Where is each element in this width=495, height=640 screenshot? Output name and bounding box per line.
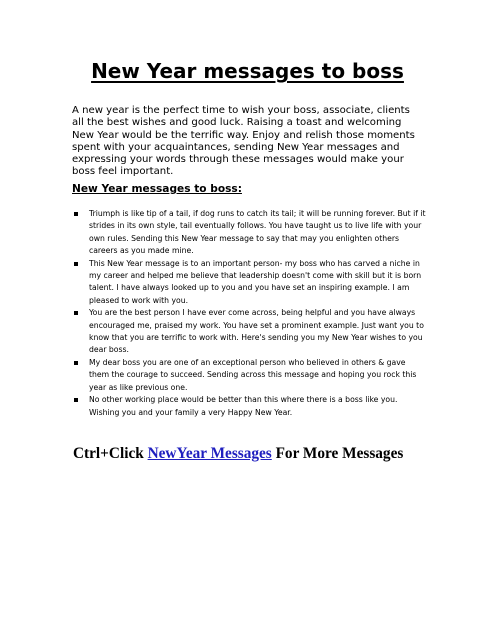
message-text: My dear boss you are one of an exceptional person who believed in others & gave them the courage to succeed. Sending across this message and hoping you rock this year as like previous one.: [89, 357, 417, 392]
message-text: Triumph is like tip of a tail, if dog runs to catch its tail; it will be running forever. But if it strides in its own style, tail eventually follows. You have taught us to live life with your own rules. Sending this New Year message to say that may you enlighten others careers as you made mine.: [89, 209, 426, 256]
message-text: You are the best person I have ever come across, being helpful and you have always encouraged me, praised my work. You have set a prominent example. Just want you to know that you are terrific to work with. Here's sending you my New Year wishes to you dear boss.: [89, 308, 424, 355]
messages-list: [72, 208, 427, 419]
message-text: This New Year message is to an important person- my boss who has carved a niche in my career and helped me believe that leadership doesn't come with skill but it is born talent. I have always looked up to you and you have set an inspiring example. I am pleased to work with you.: [89, 258, 422, 305]
call-to-action: [73, 444, 433, 463]
newyear-messages-link[interactable]: NewYear Messages: [147, 445, 272, 462]
square-bullet-icon: [74, 398, 78, 402]
intro-paragraph: A new year is the perfect time to wish your boss, associate, clients all the best wishes and good luck. Raising a toast and welcoming New Year would be the terrific way. Enjoy and relish those moments spent with your acquaintances, sending New Year messages and expressing your words through these messages would make your boss feel important.: [72, 105, 415, 178]
square-bullet-icon: [74, 212, 78, 216]
list-item: [72, 258, 427, 308]
list-item: [72, 307, 427, 357]
square-bullet-icon: [74, 361, 78, 365]
list-item: [72, 357, 427, 394]
section-heading: New Year messages to boss:: [72, 183, 242, 195]
square-bullet-icon: [74, 311, 78, 315]
square-bullet-icon: [74, 262, 78, 266]
list-item: [72, 208, 427, 258]
page-title: New Year messages to boss: [91, 59, 404, 83]
cta-suffix: For More Messages: [271, 445, 404, 462]
cta-prefix: Ctrl+Click: [73, 445, 148, 462]
message-text: No other working place would be better than this where there is a boss like you. Wishing you and your family a very Happy New Year.: [89, 395, 398, 417]
list-item: [72, 394, 427, 419]
